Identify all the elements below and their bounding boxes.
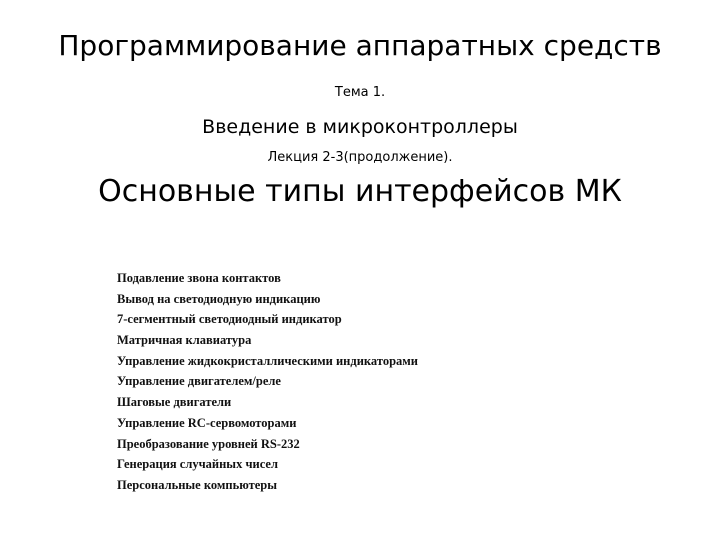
lecture-label: Лекция 2-3(продолжение). (267, 150, 453, 165)
list-item: Вывод на светодиодную индикацию (117, 291, 321, 306)
list-item: Персональные компьютеры (117, 477, 278, 492)
list-item: Матричная клавиатура (117, 333, 252, 348)
list-item: Генерация случайных чисел (117, 457, 278, 472)
topic-label: Тема 1. (334, 85, 386, 100)
list-item: 7-сегментный светодиодный индикатор (117, 312, 342, 327)
list-item: Управление двигателем/реле (117, 374, 281, 389)
list-item: Преобразование уровней RS-232 (117, 436, 300, 451)
topics-list (117, 268, 418, 496)
list-item: Управление RC-сервомоторами (117, 415, 297, 430)
main-heading: Основные типы интерфейсов МК (98, 174, 622, 209)
list-item: Подавление звона контактов (117, 271, 281, 285)
slide-title: Программирование аппаратных средств (58, 29, 662, 62)
intro-subtitle: Введение в микроконтроллеры (202, 116, 518, 138)
list-item: Шаговые двигатели (117, 395, 232, 410)
list-item: Управление жидкокристаллическими индикаторами (117, 353, 418, 368)
